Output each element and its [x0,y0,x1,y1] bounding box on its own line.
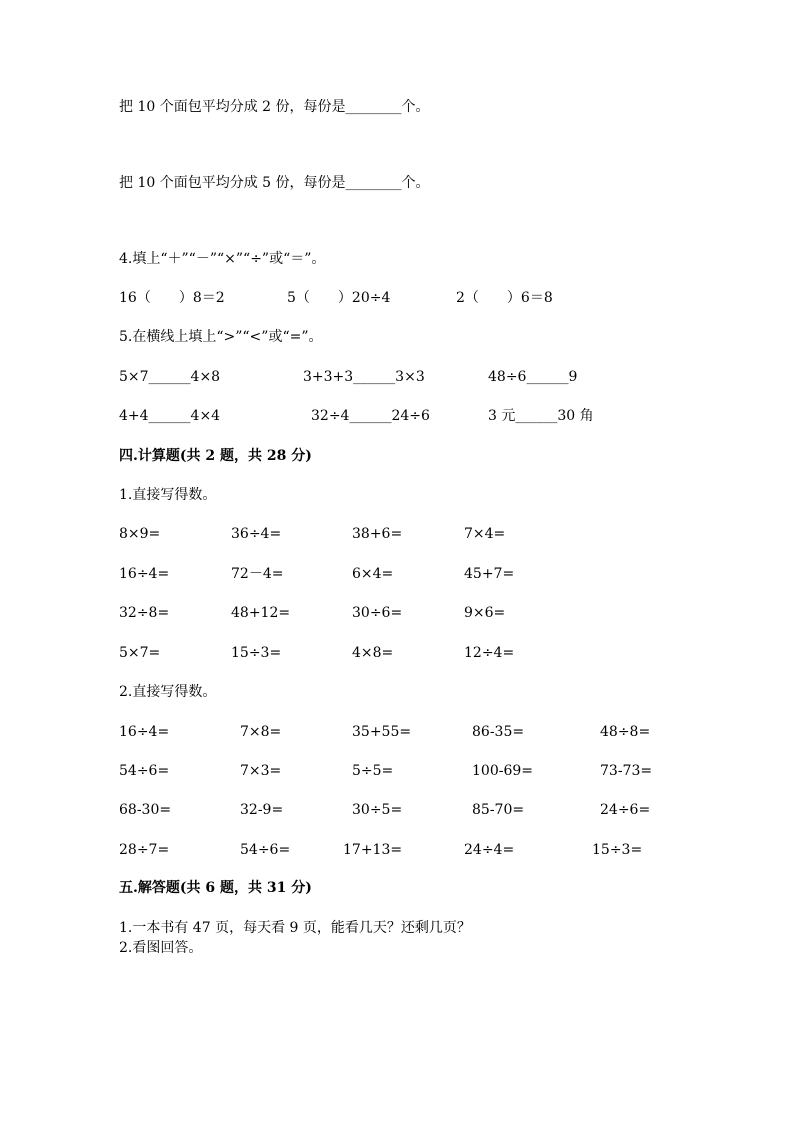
calc-item: 32-9= [240,802,284,818]
calc-item: 48÷8= [600,724,651,740]
question-bread-2-shares: 把 10 个面包平均分成 2 份，每份是________个。 [119,99,430,115]
question-bread-5-shares: 把 10 个面包平均分成 5 份，每份是________个。 [119,175,430,191]
calc-item: 85-70= [472,802,525,818]
calc-item: 8×9= [119,526,161,542]
section-4-sub-1-title: 1.直接写得数。 [119,487,217,503]
calc-item: 35+55= [352,724,412,740]
section-4-sub-2-title: 2.直接写得数。 [119,684,217,700]
calc-item: 5×7= [119,645,161,661]
q4-item: 16（ ）8＝2 [119,290,225,306]
section-5-question-1: 1.一本书有 47 页，每天看 9 页，能看几天？还剩几页？ [119,920,471,936]
calc-item: 6×4= [352,566,394,582]
calc-item: 38+6= [352,526,403,542]
question-4-title: 4.填上“＋”“－”“×”“÷”或“＝”。 [119,251,326,267]
calc-item: 17+13= [343,842,403,858]
q4-item: 2（ ）6＝8 [456,290,553,306]
calc-item: 54÷6= [240,842,291,858]
calc-item: 16÷4= [119,724,170,740]
calc-item: 73-73= [600,763,653,779]
calc-item: 24÷6= [600,802,651,818]
question-5-title: 5.在横线上填上“>”“<”或“=”。 [119,329,323,345]
calc-item: 7×3= [240,763,282,779]
calc-item: 9×6= [464,605,506,621]
q5-item: 48÷6______9 [488,369,578,385]
calc-item: 45+7= [464,566,515,582]
calc-item: 15÷3= [592,842,643,858]
calc-item: 54÷6= [119,763,170,779]
calc-item: 86-35= [472,724,525,740]
calc-item: 30÷6= [352,605,403,621]
calc-item: 12÷4= [464,645,515,661]
calc-item: 5÷5= [352,763,394,779]
q5-item: 3 元______30 角 [488,408,594,424]
section-5-heading: 五.解答题(共 6 题，共 31 分) [119,880,312,896]
calc-item: 72－4= [231,566,284,582]
q5-item: 5×7______4×8 [119,369,221,385]
calc-item: 7×8= [240,724,282,740]
q4-item: 5（ ）20÷4 [287,290,391,306]
calc-item: 28÷7= [119,842,170,858]
calc-item: 36÷4= [231,526,282,542]
calc-item: 24÷4= [464,842,515,858]
q5-item: 3+3+3______3×3 [303,369,425,385]
calc-item: 68-30= [119,802,172,818]
calc-item: 4×8= [352,645,394,661]
calc-item: 100-69= [472,763,533,779]
calc-item: 48+12= [231,605,291,621]
calc-item: 32÷8= [119,605,170,621]
calc-item: 7×4= [464,526,506,542]
calc-item: 16÷4= [119,566,170,582]
section-4-heading: 四.计算题(共 2 题，共 28 分) [119,448,312,464]
section-5-question-2: 2.看图回答。 [119,940,203,956]
calc-item: 15÷3= [231,645,282,661]
q5-item: 4+4______4×4 [119,408,221,424]
calc-item: 30÷5= [352,802,403,818]
q5-item: 32÷4______24÷6 [311,408,430,424]
